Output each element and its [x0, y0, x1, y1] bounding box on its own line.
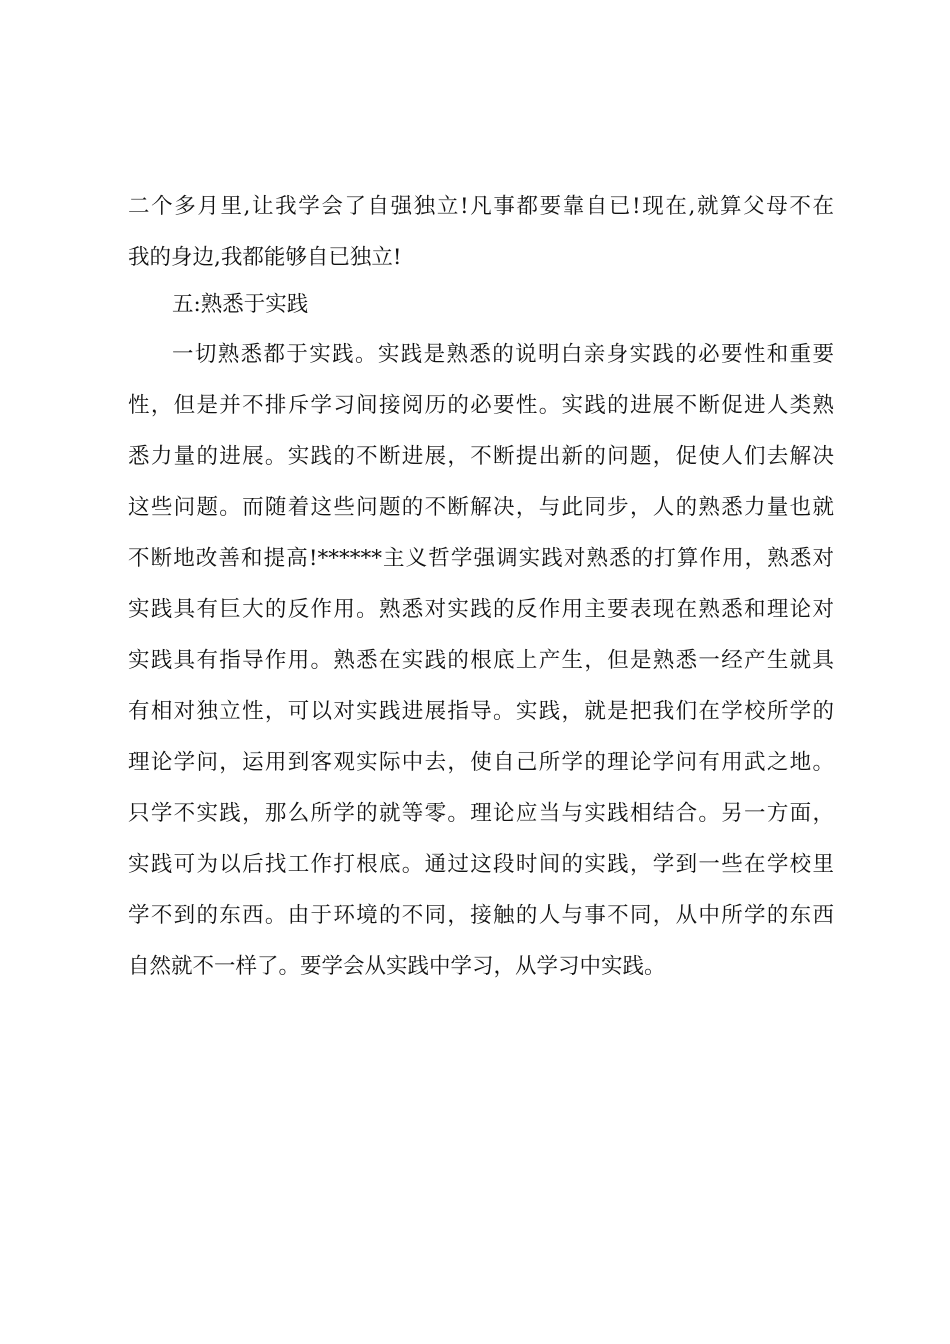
- main-paragraph: [128, 329, 834, 992]
- paragraph-line: 一切熟悉都于实践。实践是熟悉的说明白亲身实践的必要性和重要: [172, 342, 834, 367]
- paragraph-line: 这些问题。而随着这些问题的不断解决，与此同步，人的熟悉力量也就: [128, 495, 834, 520]
- paragraph-line: 自然就不一样了。要学会从实践中学习，从学习中实践。: [128, 954, 666, 979]
- paragraph-line: 只学不实践，那么所学的就等零。理论应当与实践相结合。另一方面，: [128, 801, 834, 826]
- paragraph-line: 悉力量的进展。实践的不断进展，不断提出新的问题，促使人们去解决: [128, 444, 834, 469]
- paragraph-line: 实践具有巨大的反作用。熟悉对实践的反作用主要表现在熟悉和理论对: [128, 597, 834, 622]
- paragraph-line: 我的身边,我都能够自已独立!: [128, 245, 402, 270]
- paragraph-line: 有相对独立性，可以对实践进展指导。实践，就是把我们在学校所学的: [128, 699, 834, 724]
- paragraph-line: 不断地改善和提高!******主义哲学强调实践对熟悉的打算作用，熟悉对: [128, 546, 834, 571]
- continued-paragraph: [128, 181, 834, 283]
- paragraph-line: 实践可为以后找工作打根底。通过这段时间的实践，学到一些在学校里: [128, 852, 834, 877]
- section-heading-block: [128, 279, 834, 330]
- section-heading: 五:熟悉于实践: [172, 292, 309, 317]
- paragraph-line: 二个多月里,让我学会了自强独立!凡事都要靠自已!现在,就算父母不在: [128, 194, 834, 219]
- paragraph-line: 理论学问，运用到客观实际中去，使自己所学的理论学问有用武之地。: [128, 750, 834, 775]
- paragraph-line: 性，但是并不排斥学习间接阅历的必要性。实践的进展不断促进人类熟: [128, 393, 834, 418]
- paragraph-line: 实践具有指导作用。熟悉在实践的根底上产生，但是熟悉一经产生就具: [128, 648, 834, 673]
- paragraph-line: 学不到的东西。由于环境的不同，接触的人与事不同，从中所学的东西: [128, 903, 834, 928]
